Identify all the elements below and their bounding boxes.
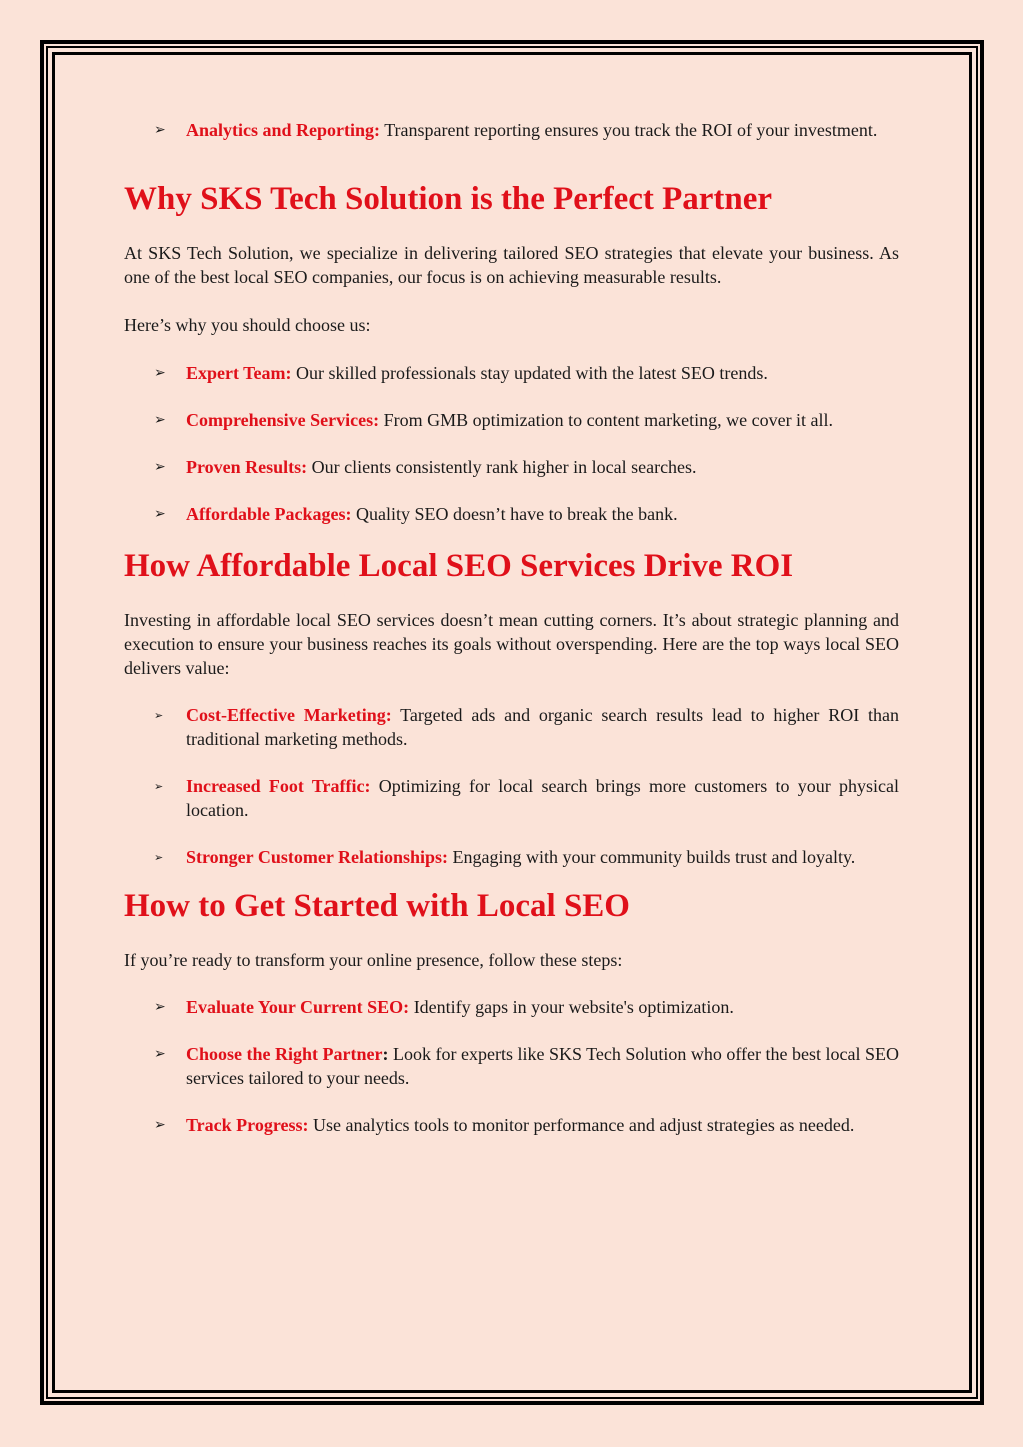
bullet-cost-effective <box>124 703 899 751</box>
paragraph-ready: If you’re ready to transform your online presence, follow these steps: <box>124 950 623 970</box>
arrowhead-bullet-icon: ➢ <box>154 709 164 722</box>
paragraph-investing: Investing in affordable local SEO services doesn’t mean cutting corners. It’s about strategic planning and execution to ensure your business reaches its goals without overspending. Here are the top ways local SEO delivers value: <box>124 610 899 678</box>
bullet-colon: : <box>382 1044 389 1064</box>
bullet-evaluate-seo <box>124 995 899 1019</box>
bullet-lead: Track Progress: <box>186 1115 309 1135</box>
bullet-text: Targeted ads and organic search results lead to higher ROI than traditional marketing methods. <box>186 705 899 749</box>
bullet-track-progress <box>124 1113 899 1137</box>
bullet-text: Our clients consistently rank higher in local searches. <box>307 457 697 477</box>
section-heading-get-started: How to Get Started with Local SEO <box>124 888 630 924</box>
bullet-expert-team <box>124 361 899 385</box>
bullet-lead: Evaluate Your Current SEO: <box>186 997 410 1017</box>
arrowhead-bullet-icon: ➢ <box>154 999 166 1015</box>
document-content <box>124 118 899 1137</box>
arrowhead-bullet-icon: ➢ <box>154 506 166 522</box>
bullet-proven-results <box>124 455 899 479</box>
bullet-lead: Increased Foot Traffic: <box>186 776 371 796</box>
arrowhead-bullet-icon: ➢ <box>154 1117 166 1133</box>
arrowhead-bullet-icon: ➢ <box>154 780 164 793</box>
paragraph-intro: At SKS Tech Solution, we specialize in delivering tailored SEO strategies that elevate your business. As one of the best local SEO companies, our focus is on achieving measurable results. <box>124 243 899 287</box>
section-heading-drive-roi: How Affordable Local SEO Services Drive ROI <box>124 548 794 584</box>
bullet-text: Quality SEO doesn’t have to break the bank. <box>351 504 678 524</box>
bullet-foot-traffic <box>124 774 899 822</box>
bullet-text: Identify gaps in your website's optimization. <box>409 997 734 1017</box>
bullet-text: Our skilled professionals stay updated with the latest SEO trends. <box>291 363 768 383</box>
section-heading-perfect-partner: Why SKS Tech Solution is the Perfect Partner <box>124 181 773 217</box>
bullet-affordable-packages <box>124 502 899 526</box>
arrowhead-bullet-icon: ➢ <box>154 1046 166 1062</box>
bullet-lead: Cost-Effective Marketing: <box>186 705 392 725</box>
bullet-right-partner <box>124 1042 899 1090</box>
bullet-lead: Affordable Packages: <box>186 504 352 524</box>
bullet-lead: Stronger Customer Relationships: <box>186 847 449 867</box>
bullet-text: Transparent reporting ensures you track the ROI of your investment. <box>380 120 878 140</box>
bullet-text: Use analytics tools to monitor performance and adjust strategies as needed. <box>308 1115 855 1135</box>
bullet-lead: Proven Results: <box>186 457 308 477</box>
arrowhead-bullet-icon: ➢ <box>154 851 164 864</box>
bullet-lead: Choose the Right Partner <box>186 1044 383 1064</box>
bullet-customer-relationships <box>124 845 899 869</box>
bullet-text: Engaging with your community builds trust and loyalty. <box>448 847 856 867</box>
bullet-text: Optimizing for local search brings more customers to your physical location. <box>186 776 899 820</box>
bullet-comprehensive-services <box>124 408 899 432</box>
arrowhead-bullet-icon: ➢ <box>154 412 166 428</box>
paragraph-why-choose: Here’s why you should choose us: <box>124 315 371 335</box>
arrowhead-bullet-icon: ➢ <box>154 365 166 381</box>
bullet-lead: Expert Team: <box>186 363 292 383</box>
bullet-lead: Analytics and Reporting: <box>186 120 381 140</box>
arrowhead-bullet-icon: ➢ <box>154 459 166 475</box>
bullet-text: From GMB optimization to content marketing, we cover it all. <box>379 410 834 430</box>
bullet-lead: Comprehensive Services: <box>186 410 380 430</box>
arrowhead-bullet-icon: ➢ <box>154 122 166 138</box>
bullet-analytics-reporting <box>124 118 899 142</box>
bullet-text: Look for experts like SKS Tech Solution who offer the best local SEO services tailored to your needs. <box>186 1044 899 1088</box>
